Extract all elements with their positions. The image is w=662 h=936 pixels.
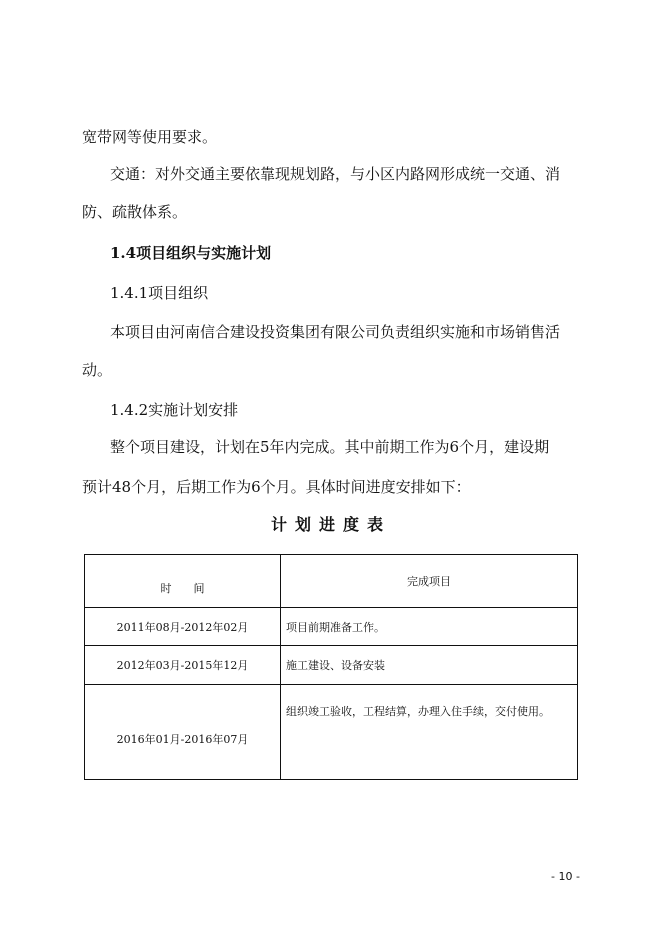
paragraph-broadband-end: 宽带网等使用要求。 xyxy=(82,128,218,146)
header-item: 完成项目 xyxy=(281,555,578,608)
table-row xyxy=(85,685,578,780)
paragraph-traffic-line1: 交通：对外交通主要依靠现规划路，与小区内路网形成统一交通、消 xyxy=(110,165,561,183)
cell-item: 项目前期准备工作。 xyxy=(281,608,578,646)
header-time: 时 间 xyxy=(85,555,281,608)
cell-time: 2012年03月-2015年12月 xyxy=(85,646,281,685)
subsection-heading-1-4-1: 1.4.1项目组织 xyxy=(110,284,209,302)
paragraph-plan-line2: 预计48个月，后期工作为6个月。具体时间进度安排如下： xyxy=(82,478,471,496)
paragraph-traffic-line2: 防、疏散体系。 xyxy=(82,203,188,221)
cell-item: 组织竣工验收，工程结算，办理入住手续，交付使用。 xyxy=(281,685,578,780)
cell-item: 施工建设、设备安装 xyxy=(281,646,578,685)
page-number: - 10 - xyxy=(551,870,580,883)
paragraph-plan-line1: 整个项目建设，计划在5年内完成。其中前期工作为6个月，建设期 xyxy=(110,438,550,456)
cell-time: 2011年08月-2012年02月 xyxy=(85,608,281,646)
table-row xyxy=(85,646,578,685)
subsection-heading-1-4-2: 1.4.2实施计划安排 xyxy=(110,401,239,419)
table-row xyxy=(85,608,578,646)
cell-time: 2016年01月-2016年07月 xyxy=(85,685,281,780)
schedule-table xyxy=(84,554,578,780)
section-heading-1-4: 1.4项目组织与实施计划 xyxy=(110,244,272,262)
paragraph-organization-line1: 本项目由河南信合建设投资集团有限公司负责组织实施和市场销售活 xyxy=(110,323,561,341)
table-header-row xyxy=(85,555,578,608)
paragraph-organization-line2: 动。 xyxy=(82,361,113,379)
schedule-table-title: 计划进度表 xyxy=(270,515,391,534)
